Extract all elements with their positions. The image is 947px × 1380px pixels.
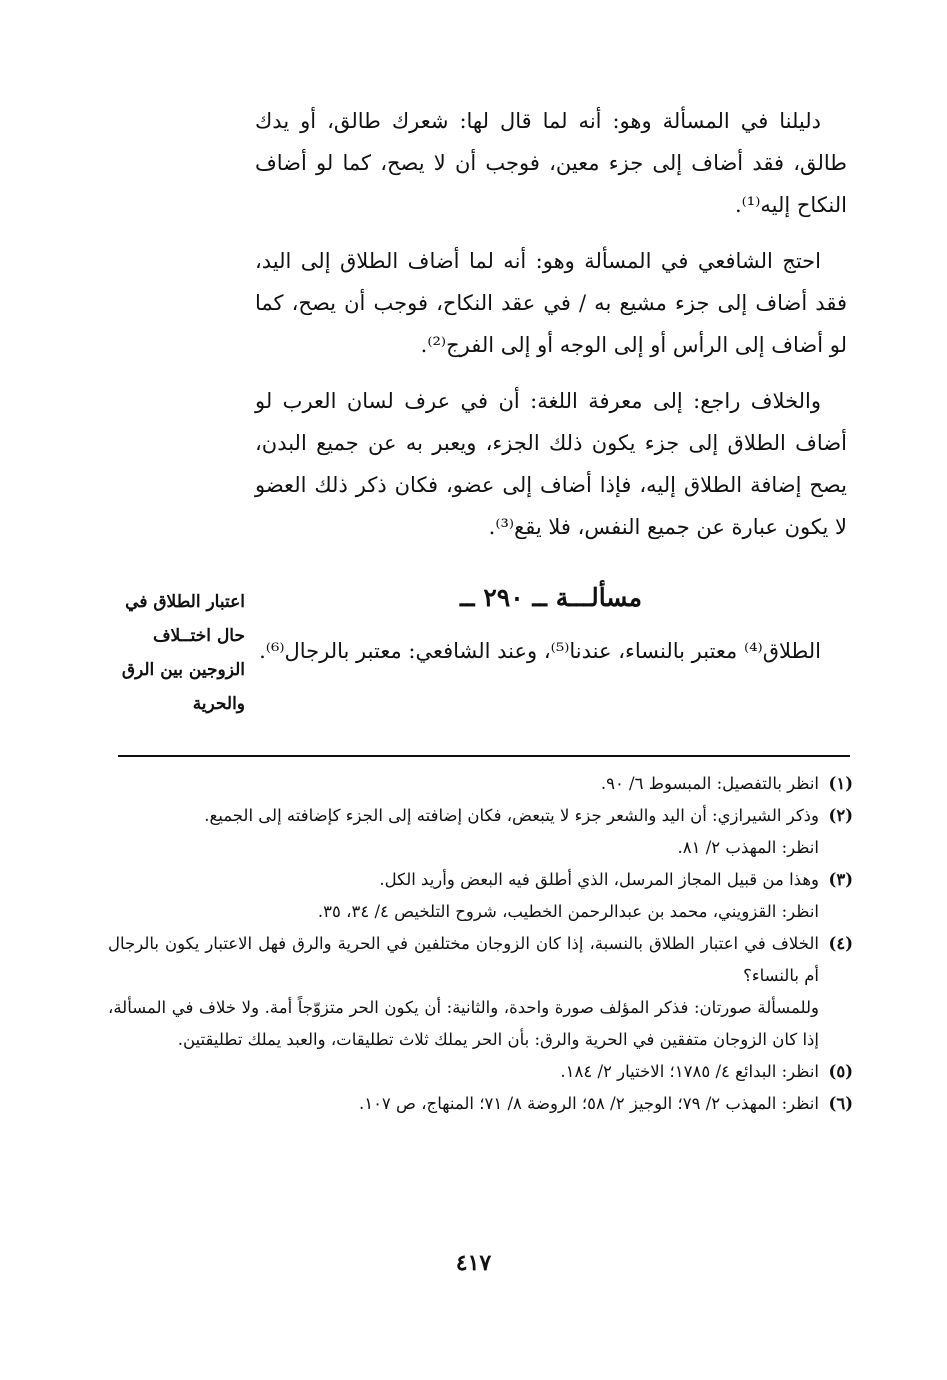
footnote [108, 1088, 853, 1120]
page-number: ٤١٧ [455, 1250, 492, 1276]
margin-note-line: اعتبار الطلاق في [125, 592, 245, 612]
margin-note [108, 585, 245, 721]
margin-note-line: حال اختــلاف [152, 626, 245, 646]
footnote-number: (٦) [828, 1094, 853, 1113]
footnote-text: انظر: المهذب ٢/ ٧٩؛ الوجيز ٢/ ٥٨؛ الروضة ٨/ ٧١؛ المنهاج، ص ١٠٧. [358, 1094, 819, 1113]
footnote-number: (٤) [828, 934, 853, 953]
margin-note-line: الزوجين بين الرق [121, 660, 245, 680]
footnote [108, 864, 853, 928]
footnote-text: الخلاف في اعتبار الطلاق بالنسبة، إذا كان الزوجان مختلفين في الحرية والرق فهل الاعتبار يكون بالرجال أم بالنساء؟ [108, 934, 819, 985]
issue-text: الطلاق⁽⁴⁾ معتبر بالنساء، عندنا⁽⁵⁾، وعند الشافعي: معتبر بالرجال⁽⁶⁾. [259, 639, 821, 663]
footnote-text: وللمسألة صورتان: فذكر المؤلف صورة واحدة، والثانية: أن يكون الحر متزوّجاً أمة. ولا خلاف في المسألة، إذا كان الزوجان متفقين في الحرية والرق: بأن الحر يملك ثلاث تطليقات، والعبد يملك تطليقتين. [108, 998, 819, 1049]
footnote-text: انظر: البدائع ٤/ ١٧٨٥؛ الاختيار ٢/ ١٨٤. [560, 1062, 819, 1081]
footnote [108, 1056, 853, 1088]
footnote [108, 928, 853, 1056]
footnote-number: (١) [828, 774, 853, 793]
footnote-text: انظر: القزويني، محمد بن عبدالرحمن الخطيب، شروح التلخيص ٤/ ٣٤، ٣٥. [317, 902, 819, 921]
margin-note-line: والحرية [192, 694, 245, 714]
footnote-text: انظر بالتفصيل: المبسوط ٦/ ٩٠. [600, 774, 819, 793]
footnote-text: انظر: المهذب ٢/ ٨١. [677, 838, 819, 857]
footnote-text: وذكر الشيرازي: أن اليد والشعر جزء لا يتبعض، فكان إضافته إلى الجزء كإضافته إلى الجميع. [204, 806, 819, 825]
footnote [108, 768, 853, 800]
footnote-number: (٥) [828, 1062, 853, 1081]
paragraph-shafii-argument: احتج الشافعي في المسألة وهو: أنه لما أضاف الطلاق إلى اليد، فقد أضاف إلى جزء مشيع به / في عقد النكاح، فوجب أن يصح، كما لو أضاف إلى الرأس أو إلى الوجه أو إلى الفرج⁽²⁾. [255, 249, 847, 357]
footnote-text: وهذا من قبيل المجاز المرسل، الذي أطلق فيه البعض وأريد الكل. [379, 870, 819, 889]
footnote-separator [118, 755, 850, 757]
paragraph-disagreement: والخلاف راجع: إلى معرفة اللغة: أن في عرف لسان العرب لو أضاف الطلاق إلى جزء يكون ذلك الجزء، ويعبر به عن جميع البدن، يصح إضافة الطلاق إليه، فإذا أضاف إلى عضو، فكان ذكر ذلك العضو لا يكون عبارة عن جميع النفس، فلا يقع⁽³⁾. [255, 389, 847, 539]
footnote-number: (٢) [828, 806, 853, 825]
paragraph-evidence: دليلنا في المسألة وهو: أنه لما قال لها: شعرك طالق، أو يدك طالق، فقد أضاف إلى جزء معين، فوجب أن لا يصح، كما لو أضاف النكاح إليه⁽¹⁾. [255, 109, 847, 217]
issue-body [255, 630, 847, 672]
footnote-number: (٣) [828, 870, 853, 889]
main-text [255, 100, 847, 562]
footnote [108, 800, 853, 864]
issue-heading: مسألـــة ــ ٢٩٠ ــ [459, 583, 642, 612]
footnotes [108, 768, 853, 1120]
